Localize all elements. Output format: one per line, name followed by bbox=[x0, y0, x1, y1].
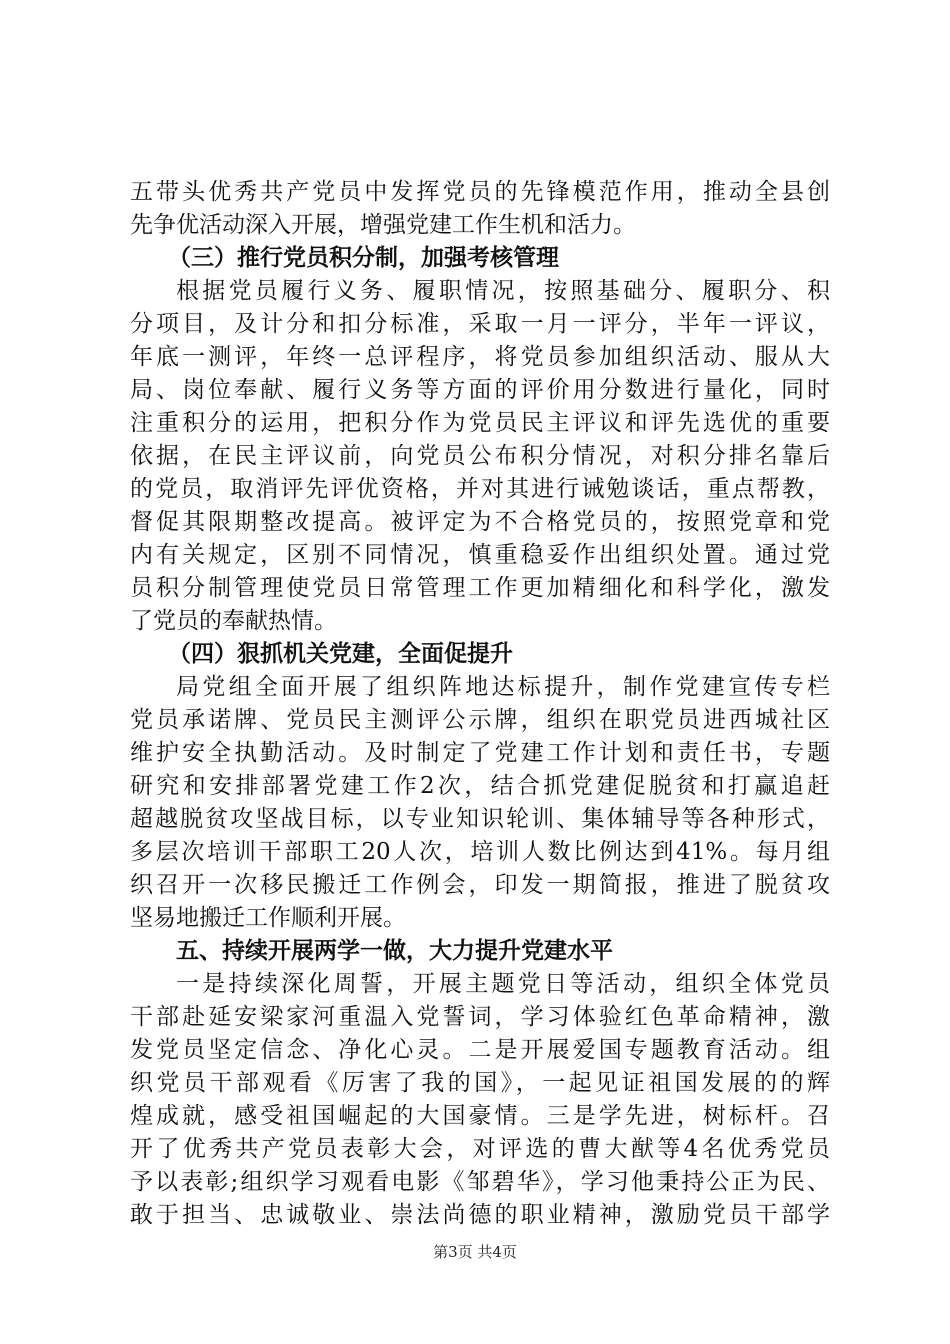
body-line: 督促其限期整改提高。被评定为不合格党员的，按照党章和党 bbox=[130, 509, 830, 535]
body-line: 五带头优秀共产党员中发挥党员的先锋模范作用，推动全县创 bbox=[130, 179, 830, 205]
body-line: 依据，在民主评议前，向党员公布积分情况，对积分排名靠后 bbox=[130, 443, 830, 469]
body-line: 干部赴延安梁家河重温入党誓词，学习体验红色革命精神，激 bbox=[130, 1004, 830, 1030]
body-line: 予以表彰;组织学习观看电影《邹碧华》，学习他秉持公正为民、 bbox=[130, 1169, 830, 1195]
body-line: 的党员，取消评先评优资格，并对其进行诫勉谈话，重点帮教， bbox=[130, 476, 830, 502]
body-line: 发党员坚定信念、净化心灵。二是开展爱国专题教育活动。组 bbox=[130, 1037, 830, 1063]
body-line: 煌成就，感受祖国崛起的大国豪情。三是学先进，树标杆。召 bbox=[130, 1103, 830, 1129]
body-line: 超越脱贫攻坚战目标，以专业知识轮训、集体辅导等各种形式， bbox=[130, 806, 830, 832]
body-line: 织党员干部观看《厉害了我的国》，一起见证祖国发展的的辉 bbox=[130, 1070, 830, 1096]
section-heading-3: （三）推行党员积分制，加强考核管理 bbox=[168, 244, 559, 271]
body-line: 开了优秀共产党员表彰大会，对评选的曹大猷等4名优秀党员 bbox=[130, 1136, 830, 1162]
body-line: 研究和安排部署党建工作2次，结合抓党建促脱贫和打赢追赶 bbox=[130, 773, 830, 799]
body-line: 年底一测评，年终一总评程序，将党员参加组织活动、服从大 bbox=[130, 344, 830, 370]
body-line: 敢于担当、忠诚敬业、崇法尚德的职业精神，激励党员干部学 bbox=[130, 1202, 830, 1228]
body-line: 注重积分的运用，把积分作为党员民主评议和评先选优的重要 bbox=[130, 410, 830, 436]
body-line: 内有关规定，区别不同情况，慎重稳妥作出组织处置。通过党 bbox=[130, 542, 830, 568]
body-line: 了党员的奉献热情。 bbox=[130, 608, 337, 634]
body-line: 多层次培训干部职工20人次，培训人数比例达到41%。每月组 bbox=[130, 839, 830, 865]
body-line: 党员承诺牌、党员民主测评公示牌，组织在职党员进西城社区 bbox=[130, 707, 830, 733]
body-line: 员积分制管理使党员日常管理工作更加精细化和科学化，激发 bbox=[130, 575, 830, 601]
body-line: 分项目，及计分和扣分标准，采取一月一评分，半年一评议， bbox=[130, 311, 830, 337]
body-line: 一是持续深化周誓，开展主题党日等活动，组织全体党员 bbox=[176, 971, 830, 997]
page-number-footer: 第3页 共4页 bbox=[433, 1243, 517, 1261]
body-line: 坚易地搬迁工作顺利开展。 bbox=[130, 905, 406, 931]
body-line: 维护安全执勤活动。及时制定了党建工作计划和责任书，专题 bbox=[130, 740, 830, 766]
body-line: 局党组全面开展了组织阵地达标提升，制作党建宣传专栏 bbox=[176, 674, 830, 700]
body-line: 织召开一次移民搬迁工作例会，印发一期简报，推进了脱贫攻 bbox=[130, 872, 830, 898]
body-line: 先争优活动深入开展，增强党建工作生机和活力。 bbox=[130, 212, 636, 238]
section-heading-4: （四）狠抓机关党建，全面促提升 bbox=[168, 640, 513, 667]
body-line: 局、岗位奉献、履行义务等方面的评价用分数进行量化，同时 bbox=[130, 377, 830, 403]
section-heading-5: 五、持续开展两学一做，大力提升党建水平 bbox=[176, 937, 613, 964]
body-line: 根据党员履行义务、履职情况，按照基础分、履职分、积 bbox=[176, 278, 830, 304]
